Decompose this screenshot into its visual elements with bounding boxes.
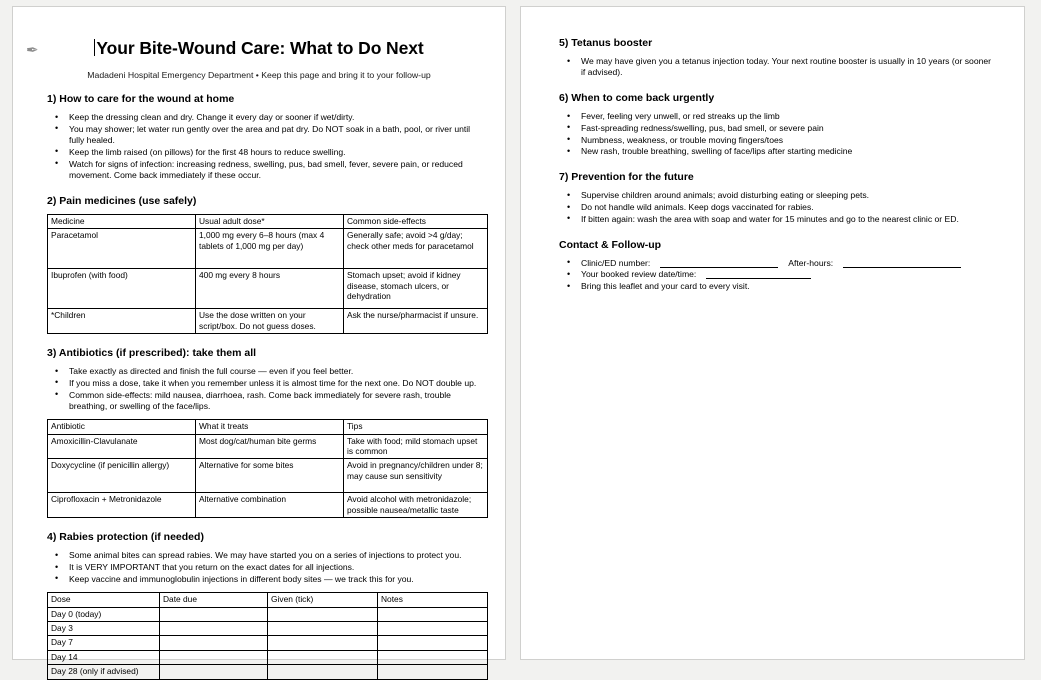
table-cell: Day 3 xyxy=(48,621,160,635)
section-heading-2: 2) Pain medicines (use safely) xyxy=(47,194,197,207)
table-cell-empty[interactable] xyxy=(268,621,378,635)
section-5-bullets xyxy=(559,49,996,79)
list-item: • Keep vaccine and immunoglobulin injections in different body sites — we track this for you. xyxy=(47,574,483,585)
page-1-body xyxy=(13,80,505,680)
column-header: Given (tick) xyxy=(268,593,378,607)
table-cell: 1,000 mg every 6–8 hours (max 4 tablets of 1,000 mg per day) xyxy=(196,229,344,269)
table-row xyxy=(48,607,488,621)
table-cell-empty[interactable] xyxy=(268,607,378,621)
list-item: • If you miss a dose, take it when you remember unless it is almost time for the next one. Do NOT double up. xyxy=(47,378,483,389)
list-item: • You may shower; let water run gently over the area and pat dry. Do NOT soak in a bath, pool, or river until fully healed. xyxy=(47,124,483,147)
rabies-schedule-table xyxy=(47,592,488,679)
column-header: Common side-effects xyxy=(344,214,488,228)
section-heading-contact: Contact & Follow-up xyxy=(559,238,662,251)
table-cell: Generally safe; avoid >4 g/day; check other meds for paracetamol xyxy=(344,229,488,269)
list-item: • Common side-effects: mild nausea, diarrhoea, rash. Come back immediately for severe rash, trouble breathing, or swelling of the face/lips. xyxy=(47,390,483,413)
table-cell: Ciprofloxacin + Metronidazole xyxy=(48,493,196,518)
table-cell: 400 mg every 8 hours xyxy=(196,269,344,309)
page-title xyxy=(13,7,505,59)
table-cell: Take with food; mild stomach upset is common xyxy=(344,434,488,459)
table-cell-empty[interactable] xyxy=(268,636,378,650)
list-item: • Do not handle wild animals. Keep dogs vaccinated for rabies. xyxy=(559,202,996,213)
column-header: Date due xyxy=(160,593,268,607)
list-item: • Some animal bites can spread rabies. We may have started you on a series of injections to protect you. xyxy=(47,550,483,561)
table-cell-empty[interactable] xyxy=(378,621,488,635)
list-item-review-datetime xyxy=(559,269,996,280)
table-cell-empty[interactable] xyxy=(160,650,268,664)
table-cell-empty[interactable] xyxy=(268,665,378,679)
clinic-number-label: Clinic/ED number: xyxy=(581,257,651,268)
section-heading-6: 6) When to come back urgently xyxy=(559,92,715,105)
table-cell-empty[interactable] xyxy=(160,665,268,679)
table-cell: Day 0 (today) xyxy=(48,607,160,621)
table-cell: Doxycycline (if penicillin allergy) xyxy=(48,459,196,493)
list-item: • If bitten again: wash the area with soap and water for 15 minutes and go to the nearest clinic or ED. xyxy=(559,214,996,225)
table-cell: Stomach upset; avoid if kidney disease, stomach ulcers, or dehydration xyxy=(344,269,488,309)
section-heading-1: 1) How to care for the wound at home xyxy=(47,93,235,105)
table-cell: Day 7 xyxy=(48,636,160,650)
table-cell-empty[interactable] xyxy=(268,650,378,664)
section-6-bullets xyxy=(559,104,996,158)
table-header-row xyxy=(48,420,488,434)
column-header: Tips xyxy=(344,420,488,434)
column-header: Dose xyxy=(48,593,160,607)
section-7-bullets xyxy=(559,183,996,225)
table-header-row xyxy=(48,593,488,607)
section-heading-4: 4) Rabies protection (if needed) xyxy=(47,531,204,544)
table-row xyxy=(48,636,488,650)
column-header: What it treats xyxy=(196,420,344,434)
table-cell-empty[interactable] xyxy=(160,607,268,621)
list-item: • Keep the limb raised (on pillows) for the first 48 hours to reduce swelling. xyxy=(47,147,483,158)
column-header: Notes xyxy=(378,593,488,607)
pen-cursor-icon: ✒ xyxy=(26,42,39,59)
list-item: • Keep the dressing clean and dry. Change it every day or sooner if wet/dirty. xyxy=(47,112,483,123)
table-cell: Most dog/cat/human bite germs xyxy=(196,434,344,459)
table-cell: *Children xyxy=(48,309,196,334)
table-row xyxy=(48,459,488,493)
table-cell: Amoxicillin-Clavulanate xyxy=(48,434,196,459)
table-row xyxy=(48,309,488,334)
table-cell-empty[interactable] xyxy=(378,607,488,621)
table-cell-empty[interactable] xyxy=(378,636,488,650)
contact-bullets xyxy=(559,251,996,293)
page-2-body xyxy=(521,7,1024,293)
list-item: • Supervise children around animals; avoid disturbing eating or sleeping pets. xyxy=(559,190,996,201)
table-cell-empty[interactable] xyxy=(160,621,268,635)
table-cell: Alternative for some bites xyxy=(196,459,344,493)
section-1-bullets xyxy=(47,105,483,181)
after-hours-field[interactable] xyxy=(843,258,961,268)
list-item: • We may have given you a tetanus injection today. Your next routine booster is usually in 10 years (or sooner if advised). xyxy=(559,56,996,79)
list-item-clinic-number xyxy=(559,258,996,269)
section-heading-7: 7) Prevention for the future xyxy=(559,171,694,184)
document-page-1[interactable] xyxy=(12,6,506,677)
after-hours-label: After-hours: xyxy=(788,257,834,268)
pain-medicines-table xyxy=(47,214,488,334)
list-item: • Take exactly as directed and finish the full course — even if you feel better. xyxy=(47,366,483,377)
table-row xyxy=(48,269,488,309)
review-datetime-field[interactable] xyxy=(706,269,811,279)
section-heading-3: 3) Antibiotics (if prescribed): take them all xyxy=(47,347,257,359)
table-cell-empty[interactable] xyxy=(160,636,268,650)
section-4-bullets xyxy=(47,543,483,585)
column-header: Medicine xyxy=(48,214,196,228)
table-row xyxy=(48,650,488,664)
list-item: • Fast-spreading redness/swelling, pus, bad smell, or severe pain xyxy=(559,123,996,134)
list-item: • It is VERY IMPORTANT that you return on the exact dates for all injections. xyxy=(47,562,483,573)
column-header: Usual adult dose* xyxy=(196,214,344,228)
antibiotics-table xyxy=(47,419,488,518)
table-cell: Avoid alcohol with metronidazole; possible nausea/metallic taste xyxy=(344,493,488,518)
page-title-text: Your Bite-Wound Care: What to Do Next xyxy=(96,38,424,58)
list-item: • New rash, trouble breathing, swelling of face/lips after starting medicine xyxy=(559,146,996,157)
clinic-number-field[interactable] xyxy=(660,258,778,268)
table-cell: Alternative combination xyxy=(196,493,344,518)
table-cell: Use the dose written on your script/box. Do not guess doses. xyxy=(196,309,344,334)
table-row xyxy=(48,434,488,459)
list-item: • Watch for signs of infection: increasing redness, swelling, pus, bad smell, fever, severe pain, or reduced movement. Come back immediately if these occur. xyxy=(47,159,483,182)
table-cell: Day 28 (only if advised) xyxy=(48,665,160,679)
review-datetime-label: Your booked review date/time: xyxy=(581,269,697,280)
list-item: • Numbness, weakness, or trouble moving fingers/toes xyxy=(559,135,996,146)
table-row xyxy=(48,229,488,269)
table-cell: Ask the nurse/pharmacist if unsure. xyxy=(344,309,488,334)
list-item: • Bring this leaflet and your card to every visit. xyxy=(559,281,996,292)
table-header-row xyxy=(48,214,488,228)
table-cell: Day 14 xyxy=(48,650,160,664)
table-row xyxy=(48,493,488,518)
table-row xyxy=(48,665,488,679)
table-cell: Avoid in pregnancy/children under 8; may cause sun sensitivity xyxy=(344,459,488,493)
table-cell-empty[interactable] xyxy=(378,665,488,679)
page-subtitle: Madadeni Hospital Emergency Department • Keep this page and bring it to your follow-up xyxy=(87,70,431,80)
list-item: • Fever, feeling very unwell, or red streaks up the limb xyxy=(559,111,996,122)
table-row xyxy=(48,621,488,635)
table-cell-empty[interactable] xyxy=(378,650,488,664)
section-heading-5: 5) Tetanus booster xyxy=(559,37,653,49)
table-cell: Ibuprofen (with food) xyxy=(48,269,196,309)
column-header: Antibiotic xyxy=(48,420,196,434)
document-page-2[interactable] xyxy=(520,6,1025,660)
section-3-bullets xyxy=(47,359,483,412)
table-cell: Paracetamol xyxy=(48,229,196,269)
